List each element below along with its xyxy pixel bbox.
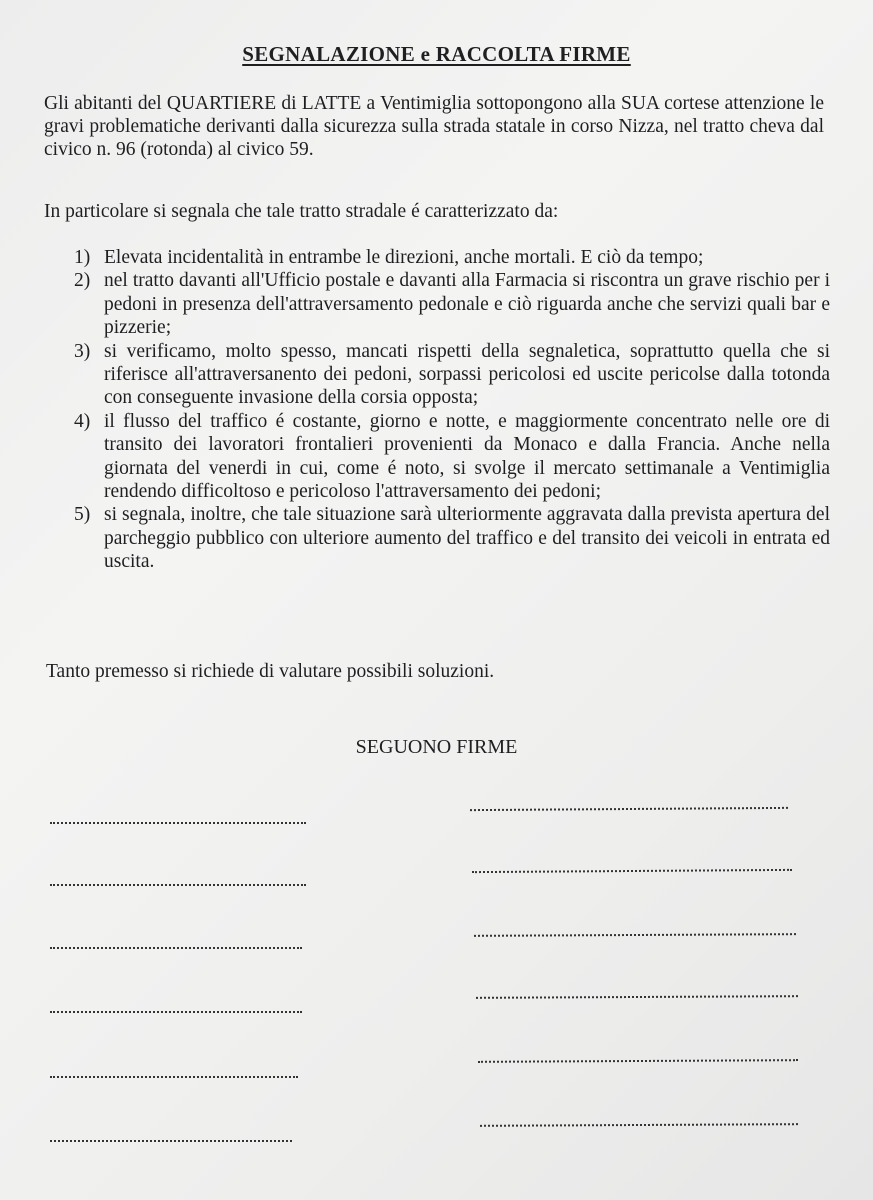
issue-list (74, 246, 830, 574)
signature-line[interactable] (474, 933, 796, 937)
list-item (74, 503, 830, 573)
subhead-paragraph: In particolare si segnala che tale tratto stradale é caratterizzato da: (44, 201, 559, 222)
signature-line[interactable] (50, 1076, 298, 1078)
signature-line[interactable] (50, 822, 306, 824)
list-item-text: il flusso del traffico é costante, giorno e notte, e maggiormente concentrato nelle ore di transito dei lavoratori frontalieri provenienti da Monaco e dalla Francia. Anche nella giornata del venerdi in cui, come é noto, si svolge il mercato settimanale a Ventimiglia rendendo difficoltoso e pericoloso l'attraversamento dei pedoni; (104, 410, 830, 503)
signature-line[interactable] (480, 1123, 798, 1127)
list-item-number: 1) (74, 247, 91, 268)
document-title-text: SEGNALAZIONE e RACCOLTA FIRME (242, 42, 631, 66)
list-item (74, 246, 830, 269)
list-item-number: 3) (74, 340, 91, 362)
list-item-number: 4) (74, 410, 91, 432)
signature-line[interactable] (50, 884, 306, 886)
list-item-number: 5) (74, 504, 91, 526)
list-item-text: si segnala, inoltre, che tale situazione sarà ulteriormente aggravata dalla prevista apertura del parcheggio pubblico con ulteriore aumento del traffico e del transito dei veicoli in entrata ed uscita. (104, 504, 830, 573)
signature-line[interactable] (50, 1011, 302, 1013)
signature-line[interactable] (472, 869, 792, 873)
list-item (74, 340, 830, 410)
signature-line[interactable] (50, 947, 302, 949)
list-item-number: 2) (74, 270, 91, 292)
signature-line[interactable] (470, 807, 788, 811)
signature-line[interactable] (478, 1059, 798, 1063)
list-item-text: si verificamo, molto spesso, mancati rispetti della segnaletica, soprattutto quella che si riferisce all'attraversanento dei pedoni, sorpassi pericolosi ed uscite pericolse dalla totonda con conseguente invasione della corsia opposta; (104, 340, 830, 409)
signature-line[interactable] (476, 995, 798, 999)
signatures-title: SEGUONO FIRME (355, 736, 518, 758)
list-item (74, 410, 830, 504)
list-item-text: Elevata incidentalità in entrambe le direzioni, anche mortali. E ciò da tempo; (104, 247, 704, 268)
list-item-text: nel tratto davanti all'Ufficio postale e davanti alla Farmacia si riscontra un grave rischio per i pedoni in presenza dell'attraversamento pedonale e ciò riguarda anche che servizi quali bar e pizzerie; (104, 270, 830, 339)
document-title (0, 42, 873, 67)
closing-paragraph: Tanto premesso si richiede di valutare possibili soluzioni. (46, 661, 495, 682)
intro-paragraph: Gli abitanti del QUARTIERE di LATTE a Ventimiglia sottopongono alla SUA cortese attenzione le gravi problematiche derivanti dalla sicurezza sulla strada statale in corso Nizza, nel tratto cheva dal civico n. 96 (rotonda) al civico 59. (44, 93, 824, 160)
list-item (74, 269, 830, 339)
signature-line[interactable] (50, 1140, 292, 1142)
